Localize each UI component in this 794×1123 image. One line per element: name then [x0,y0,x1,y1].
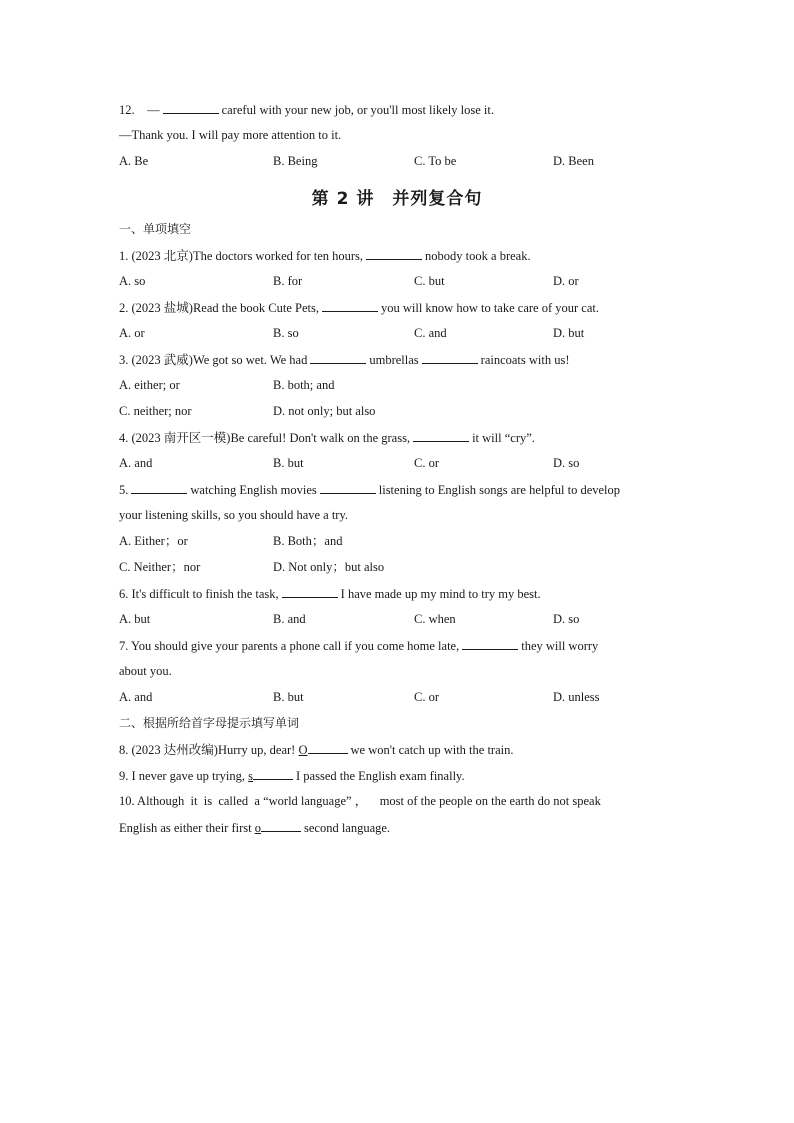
answer-blank[interactable] [366,247,422,260]
question-10-continued: English as either their first o second language. [119,821,391,835]
option-a[interactable]: A. either; or [119,378,180,392]
question-2: 2. (2023 盐城)Read the book Cute Pets, you will know how to take care of your cat. [119,301,599,315]
option-c[interactable]: C. Neither；nor [119,560,201,574]
option-b[interactable]: B. both; and [273,378,335,392]
option-d[interactable]: D. unless [553,690,600,704]
hint-letter: o [254,821,261,835]
option-d[interactable]: D. Been [553,154,594,168]
option-c[interactable]: C. or [414,690,439,704]
answer-blank[interactable] [422,351,478,364]
answer-blank[interactable] [282,585,338,598]
option-a[interactable]: A. so [119,274,146,288]
answer-blank[interactable] [320,481,376,494]
question-number: 12. [119,103,135,117]
question-10: 10. Although it is called a “world language” ， most of the people on the earth do not speak [119,794,601,808]
lesson-title: 第 2 讲 并列复合句 [311,189,483,209]
option-c[interactable]: C. but [414,274,445,288]
option-d[interactable]: D. so [553,456,580,470]
hint-letter: O [298,743,308,757]
question-9: 9. I never gave up trying, s I passed the English exam finally. [119,769,465,783]
option-a[interactable]: A. Either；or [119,534,188,548]
question-6: 6. It's difficult to finish the task, I have made up my mind to try my best. [119,587,541,601]
answer-blank[interactable] [462,637,518,650]
option-b[interactable]: B. but [273,690,304,704]
answer-blank[interactable] [413,429,469,442]
question-12: 12. — careful with your new job, or you'll most likely lose it. [119,103,494,117]
answer-blank[interactable] [163,101,219,114]
hint-letter: s [248,769,254,783]
option-a[interactable]: A. Be [119,154,149,168]
answer-blank[interactable] [261,819,301,832]
option-a[interactable]: A. or [119,326,145,340]
option-d[interactable]: D. so [553,612,580,626]
answer-blank[interactable] [322,299,378,312]
question-7: 7. You should give your parents a phone call if you come home late, they will worry [119,639,599,653]
option-a[interactable]: A. and [119,456,153,470]
question-4: 4. (2023 南开区一模)Be careful! Don't walk on the grass, it will “cry”. [119,431,535,445]
option-c[interactable]: C. neither; nor [119,404,192,418]
question-7-continued: about you. [119,664,172,678]
question-3: 3. (2023 武威)We got so wet. We had umbrellas raincoats with us! [119,353,570,367]
option-c[interactable]: C. To be [414,154,457,168]
option-a[interactable]: A. and [119,690,153,704]
answer-blank[interactable] [253,767,293,780]
answer-blank[interactable] [310,351,366,364]
question-8: 8. (2023 达州改编)Hurry up, dear! O we won't catch up with the train. [119,743,514,757]
question-5: 5. watching English movies listening to English songs are helpful to develop [119,483,621,497]
option-c[interactable]: C. or [414,456,439,470]
question-1: 1. (2023 北京)The doctors worked for ten hours, nobody took a break. [119,249,531,263]
question-5-continued: your listening skills, so you should have a try. [119,508,349,522]
question-12-reply: —Thank you. I will pay more attention to it. [119,128,342,142]
option-a[interactable]: A. but [119,612,151,626]
option-d[interactable]: D. not only; but also [273,404,376,418]
option-b[interactable]: B. but [273,456,304,470]
option-b[interactable]: B. Both；and [273,534,343,548]
option-b[interactable]: B. so [273,326,299,340]
option-b[interactable]: B. Being [273,154,318,168]
option-c[interactable]: C. and [414,326,447,340]
answer-blank[interactable] [131,481,187,494]
option-b[interactable]: B. and [273,612,306,626]
option-b[interactable]: B. for [273,274,303,288]
option-c[interactable]: C. when [414,612,456,626]
option-d[interactable]: D. but [553,326,585,340]
answer-blank[interactable] [308,741,348,754]
section-heading-1: 一、单项填空 [119,222,192,236]
option-d[interactable]: D. Not only；but also [273,560,385,574]
option-d[interactable]: D. or [553,274,579,288]
section-heading-2: 二、根据所给首字母提示填写单词 [119,716,300,730]
